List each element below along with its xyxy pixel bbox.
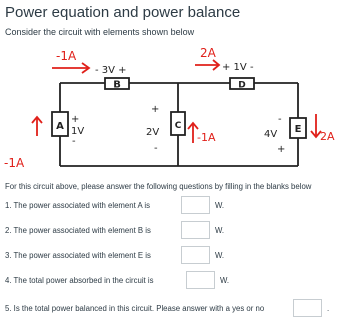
- instructions-text: For this circuit above, please answer the following questions by filling in the blanks below: [5, 182, 312, 191]
- top-right-current-label: 2A: [200, 46, 216, 60]
- element-e-plus: +: [277, 144, 286, 155]
- top-right-voltage-label: + 1V -: [222, 62, 254, 73]
- question-5-text: 5. Is the total power balanced in this circuit. Please answer with a yes or no: [5, 304, 265, 313]
- question-3-text: 3. The power associated with element E is: [5, 251, 151, 260]
- element-a-voltage: 1V: [71, 126, 85, 137]
- element-e-current-label: 2A: [320, 130, 335, 143]
- element-c-plus: +: [151, 104, 160, 115]
- element-c-current-label: -1A: [197, 131, 216, 144]
- element-c-label: C: [174, 121, 182, 131]
- question-1-text: 1. The power associated with element A is: [5, 201, 151, 210]
- element-a-plus: +: [71, 114, 80, 125]
- element-a-label: A: [56, 121, 64, 132]
- top-left-voltage-label: - 3V +: [95, 65, 127, 76]
- answer-3-input[interactable]: [181, 246, 210, 264]
- answer-2-input[interactable]: [181, 221, 210, 239]
- page-subtitle: Consider the circuit with elements shown below: [5, 27, 195, 37]
- element-a-minus: -: [72, 136, 76, 147]
- question-1-unit: W.: [215, 201, 225, 210]
- question-2-text: 2. The power associated with element B is: [5, 226, 151, 235]
- element-b-label: B: [113, 79, 121, 91]
- answer-5-input[interactable]: [293, 299, 322, 317]
- element-e-label: E: [294, 124, 302, 135]
- answer-4-input[interactable]: [186, 271, 215, 289]
- answer-1-input[interactable]: [181, 196, 210, 214]
- circuit-diagram: [0, 40, 350, 180]
- question-3-unit: W.: [215, 251, 225, 260]
- element-a-current-arrow: [32, 117, 42, 136]
- element-c-voltage: 2V: [146, 127, 160, 138]
- question-2-unit: W.: [215, 226, 225, 235]
- bottom-left-current-label: -1A: [4, 156, 25, 170]
- top-left-current-arrow: [52, 63, 89, 73]
- element-e-voltage: 4V: [264, 129, 278, 140]
- top-right-current-arrow: [195, 60, 219, 70]
- question-4-unit: W.: [220, 276, 230, 285]
- page-title: Power equation and power balance: [5, 4, 241, 21]
- element-d-label: D: [238, 80, 246, 91]
- top-left-current-label: -1A: [56, 49, 77, 63]
- element-e-minus: -: [278, 114, 282, 125]
- question-4-text: 4. The total power absorbed in the circuit is: [5, 276, 154, 285]
- question-5-unit: .: [327, 304, 330, 313]
- element-c-minus: -: [154, 143, 158, 154]
